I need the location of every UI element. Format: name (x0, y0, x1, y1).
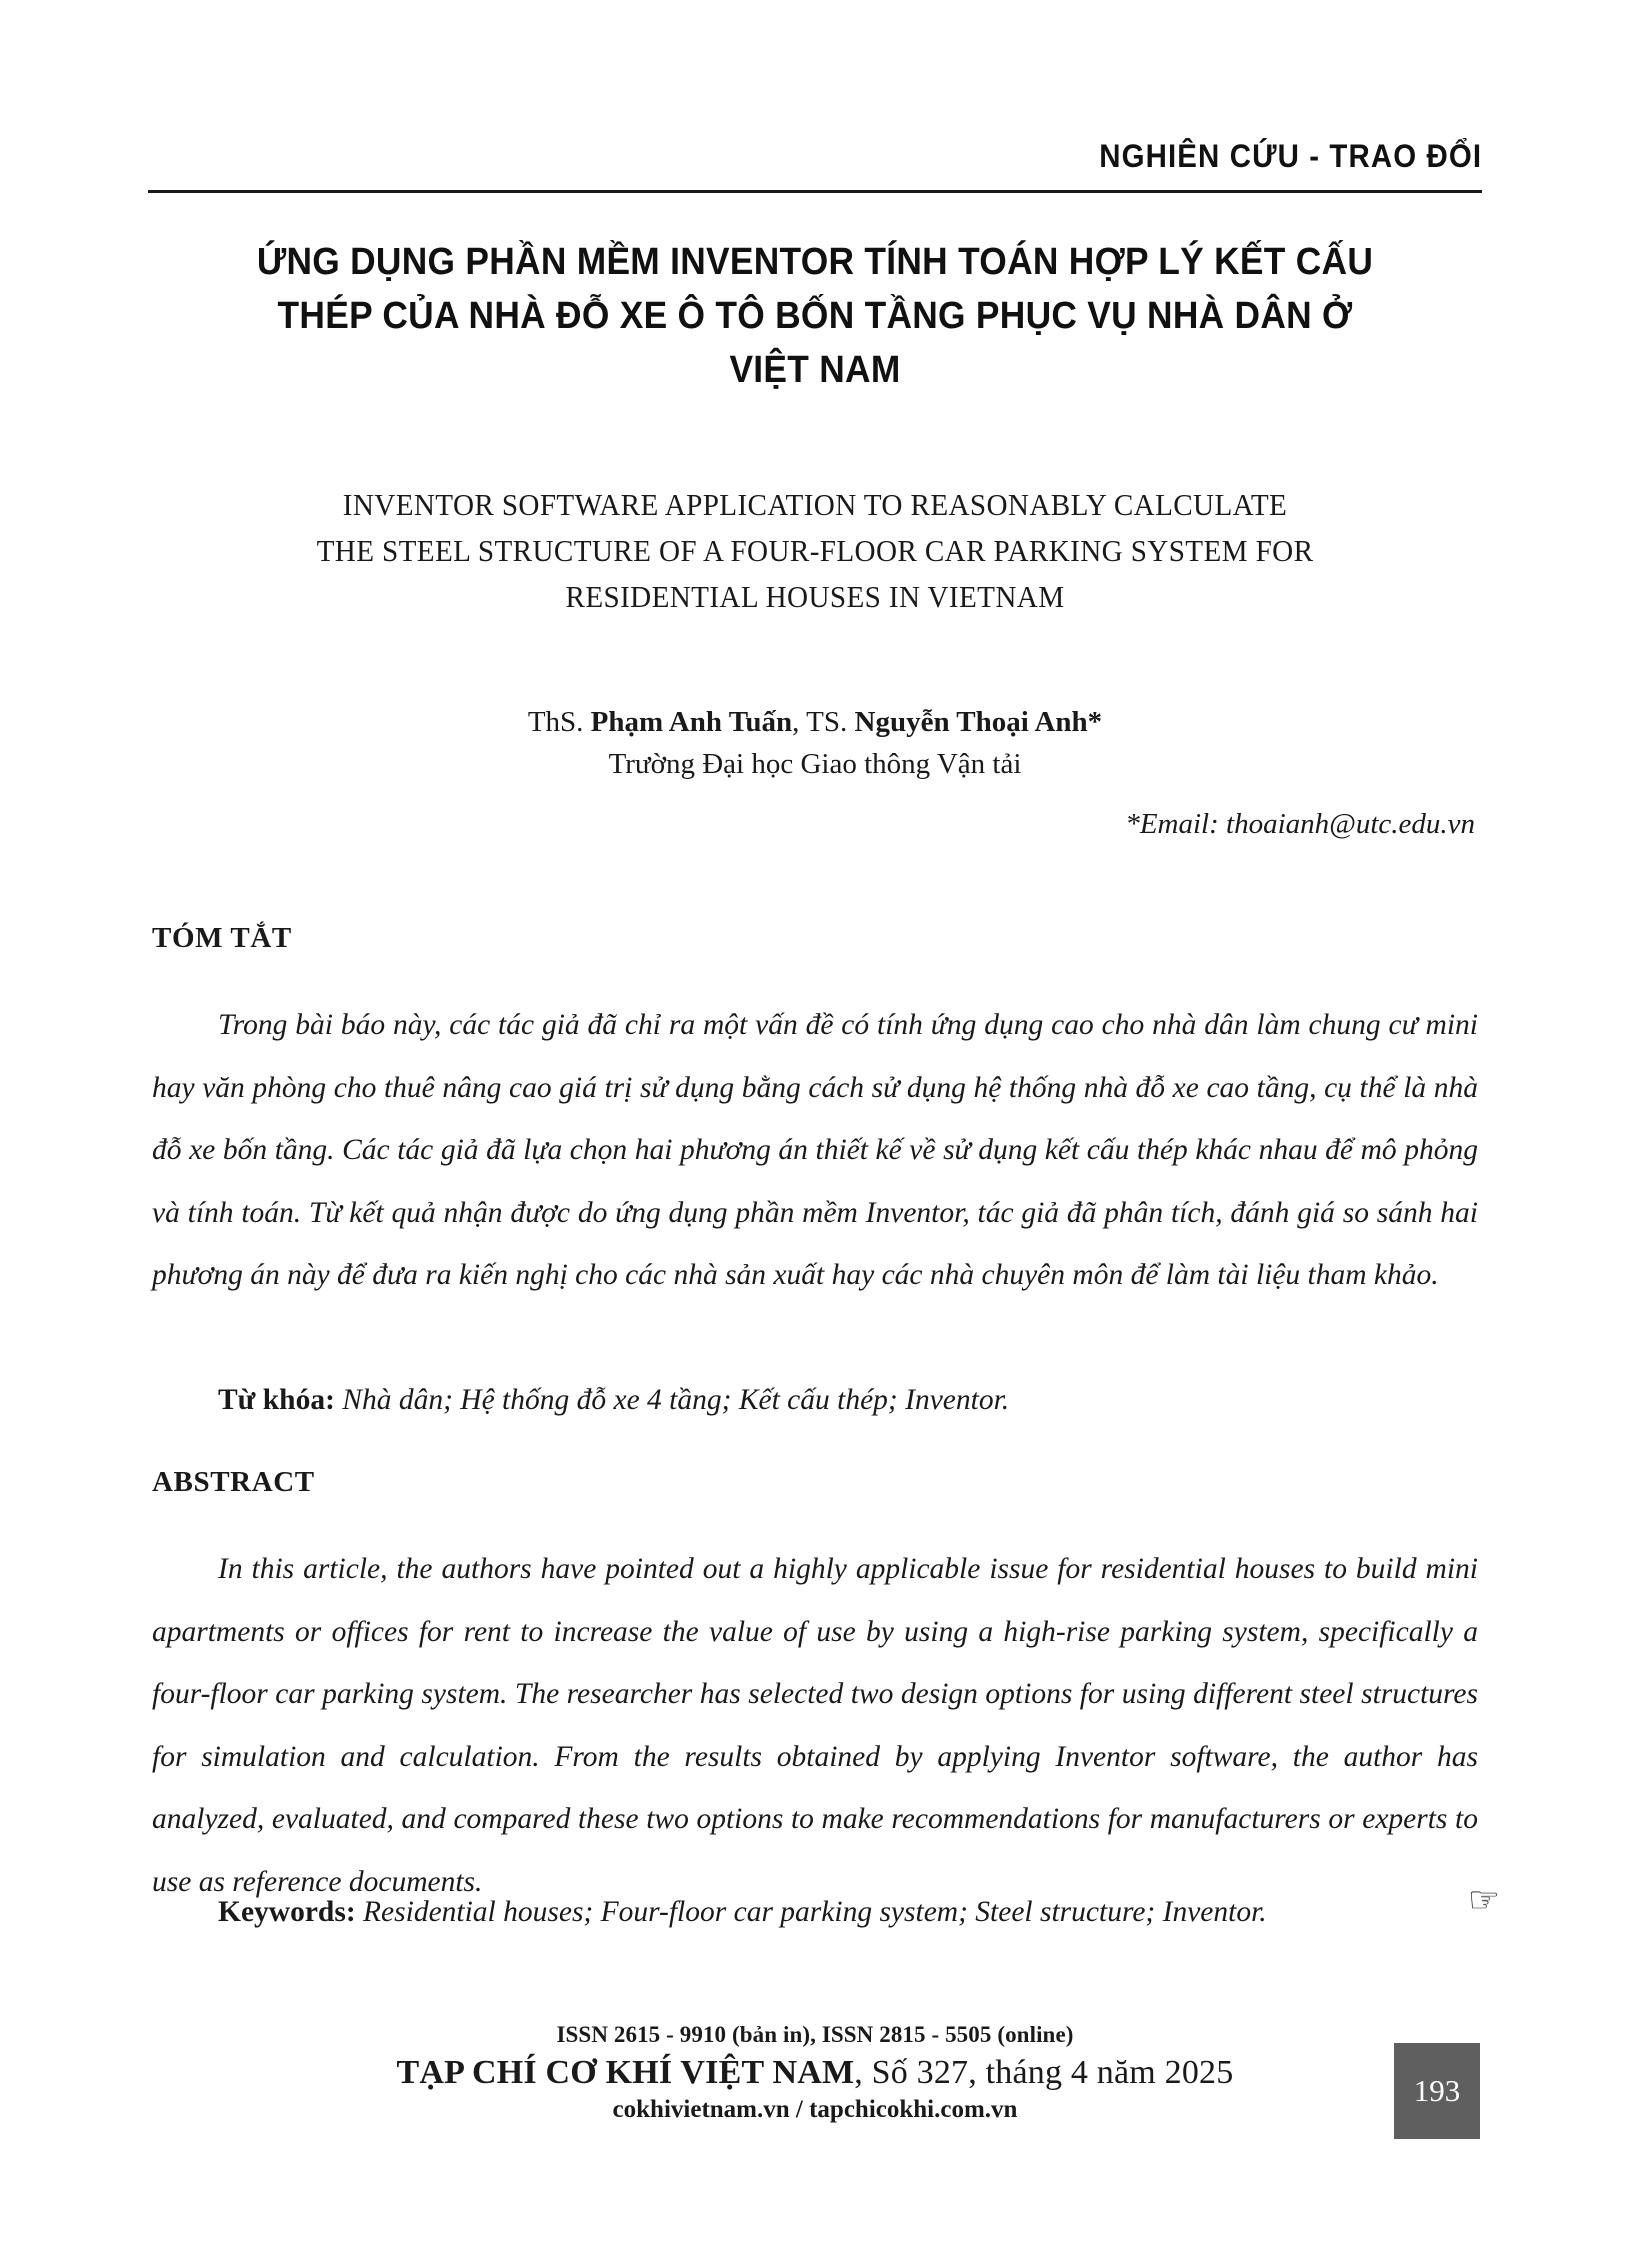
abstract-vietnamese (152, 994, 1478, 1307)
pointing-hand-icon: ☞ (1467, 1880, 1500, 1920)
abstract-english-text: In this article, the authors have pointed out a highly applicable issue for residential houses to build mini apartments or offices for rent to increase the value of use by using a high-rise parking system, specifically a four-floor car parking system. The researcher has selected two design options for using different steel structures for simulation and calculation. From the results obtained by applying Inventor software, the author has analyzed, evaluated, and compared these two options to make recommendations for manufacturers or experts to use as reference documents. (152, 1553, 1478, 1898)
section-heading-tomtat: TÓM TẮT (152, 922, 292, 954)
page-title-vietnamese (150, 236, 1480, 398)
corresponding-email[interactable]: *Email: thoaianh@utc.edu.vn (1125, 808, 1475, 840)
author-name-2: Nguyễn Thoại Anh* (854, 706, 1103, 738)
keywords-vietnamese (152, 1378, 1478, 1422)
footer-journal-line (150, 2054, 1480, 2092)
page-footer (150, 2022, 1480, 2124)
footer-website[interactable]: cokhivietnam.vn / tapchicokhi.com.vn (612, 2096, 1018, 2123)
author-separator: , TS. (792, 706, 855, 738)
author-name-1: Phạm Anh Tuấn (590, 706, 793, 738)
keywords-en-value: Residential houses; Four-floor car parking system; Steel structure; Inventor. (355, 1896, 1267, 1928)
abstract-english (152, 1538, 1478, 1913)
page-number: 193 (1413, 2073, 1461, 2108)
title-en-line-3: RESIDENTIAL HOUSES IN VIETNAM (565, 578, 1065, 614)
title-en-line-1: INVENTOR SOFTWARE APPLICATION TO REASONABLY CALCULATE (342, 487, 1288, 522)
author-affiliation: Trường Đại học Giao thông Vận tải (608, 748, 1022, 780)
keywords-en-label: Keywords: (218, 1896, 356, 1928)
title-vn-line-3: VIỆT NAM (729, 348, 901, 391)
page-title-english (150, 482, 1480, 620)
running-head (148, 138, 1482, 175)
abstract-vietnamese-text: Trong bài báo này, các tác giả đã chỉ ra một vấn đề có tính ứng dụng cao cho nhà dân làm chung cư mini hay văn phòng cho thuê nâng cao giá trị sử dụng bằng cách sử dụng hệ thống nhà đỗ xe cao tầng, cụ thể là nhà đỗ xe bốn tầng. Các tác giả đã lựa chọn hai phương án thiết kế về sử dụng kết cấu thép khác nhau để mô phỏng và tính toán. Từ kết quả nhận được do ứng dụng phần mềm Inventor, tác giả đã phân tích, đánh giá so sánh hai phương án này để đưa ra kiến nghị cho các nhà sản xuất hay các nhà chuyên môn để làm tài liệu tham khảo. (152, 1009, 1478, 1292)
keywords-vn-label: Từ khóa: (218, 1384, 335, 1416)
title-vn-line-1: ỨNG DỤNG PHẦN MỀM INVENTOR TÍNH TOÁN HỢP LÝ KẾT CẤU (256, 241, 1374, 283)
keywords-vn-value: Nhà dân; Hệ thống đỗ xe 4 tầng; Kết cấu thép; Inventor. (334, 1384, 1010, 1416)
section-heading-abstract: ABSTRACT (152, 1466, 315, 1498)
keywords-english (152, 1890, 1478, 1934)
page-number-box (1394, 2043, 1480, 2139)
header-divider (148, 190, 1482, 193)
running-head-text: NGHIÊN CỨU - TRAO ĐỔI (1099, 138, 1482, 174)
footer-journal-name: TẠP CHÍ CƠ KHÍ VIỆT NAM (396, 2054, 855, 2091)
footer-issn: ISSN 2615 - 9910 (bản in), ISSN 2815 - 5505 (online) (556, 2022, 1074, 2047)
title-en-line-2: THE STEEL STRUCTURE OF A FOUR-FLOOR CAR PARKING SYSTEM FOR (316, 532, 1314, 568)
title-vn-line-2: THÉP CỦA NHÀ ĐỖ XE Ô TÔ BỐN TẦNG PHỤC VỤ NHÀ DÂN Ở (277, 294, 1353, 337)
author-list (150, 700, 1480, 745)
footer-journal-issue: , Số 327, tháng 4 năm 2025 (854, 2054, 1234, 2091)
author-prefix-1: ThS. (527, 706, 591, 738)
